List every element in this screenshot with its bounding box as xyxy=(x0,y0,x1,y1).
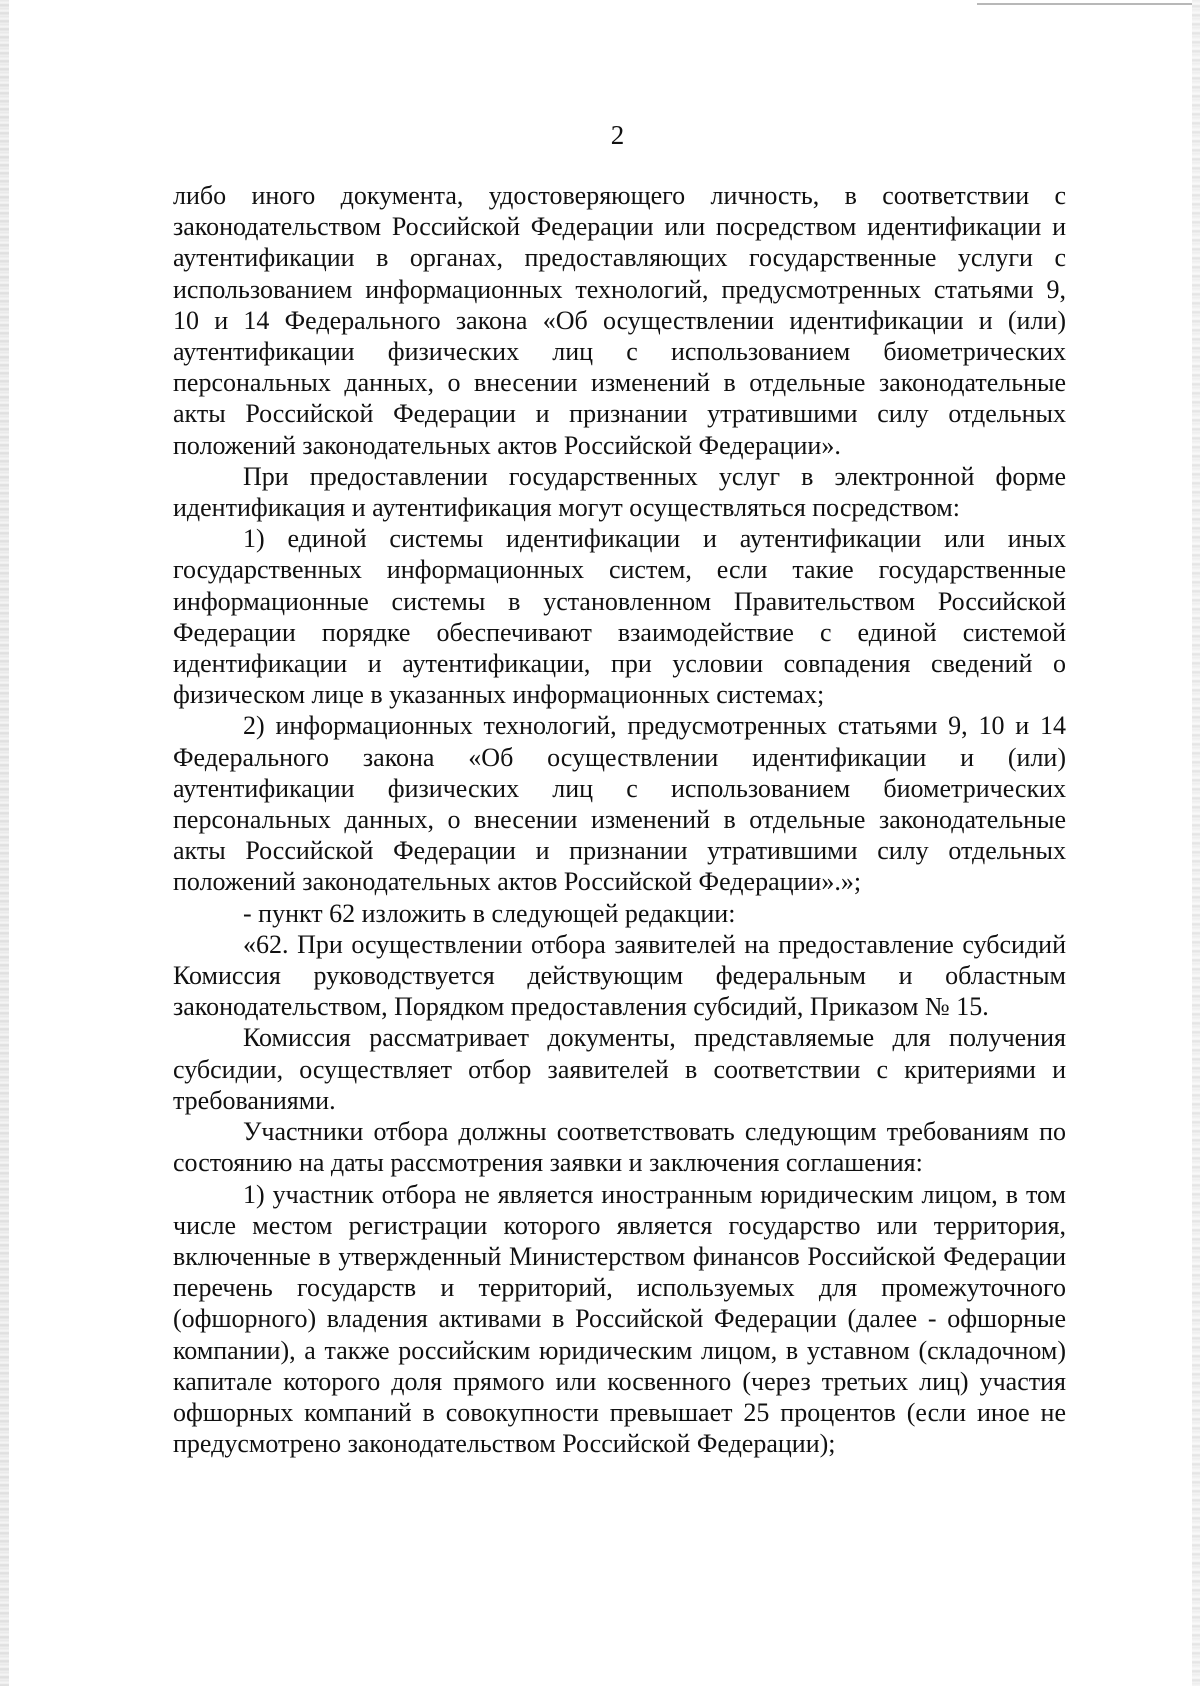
list-item-offshore-requirement: 1) участник отбора не является иностранным юридическим лицом, в том числе местом регистрации которого является государство или территория, включенные в утвержденный Министерством финансов Российской Федерации перечень государств и территорий, используемых для промежуточного (офшорного) владения активами в Российской Федерации (далее - офшорные компании), а также российским юридическим лицом, в уставном (складочном) капитале которого доля прямого или косвенного (через третьих лиц) участия офшорных компаний в совокупности превышает 25 процентов (если иное не предусмотрено законодательством Российской Федерации); xyxy=(173,1179,1066,1459)
scan-edge-left xyxy=(0,0,9,1686)
page-number: 2 xyxy=(610,120,625,150)
paragraph-clause-62-amendment: - пункт 62 изложить в следующей редакции: xyxy=(243,898,736,928)
paragraph-commission-review: Комиссия рассматривает документы, представляемые для получения субсидии, осуществляет отбор заявителей в соответствии с критериями и требованиями. xyxy=(173,1023,1066,1115)
paragraph-clause-62: «62. При осуществлении отбора заявителей на предоставление субсидий Комиссия руководствуется действующим федеральным и областным законодательством, Порядком предоставления субсидий, Приказом № 15. xyxy=(173,929,1066,1022)
document-body xyxy=(173,180,1066,1459)
list-item-information-technologies: 2) информационных технологий, предусмотренных статьями 9, 10 и 14 Федерального закона «Об осуществлении идентификации и (или) аутентификации физических лиц с использованием биометрических персональных данных, о внесении изменений в отдельные законодательные акты Российской Федерации и признании утратившими силу отдельных положений законодательных актов Российской Федерации».»; xyxy=(173,711,1066,897)
paragraph-identification-intro: При предоставлении государственных услуг в электронной форме идентификация и аутентификация могут осуществляться посредством: xyxy=(173,461,1066,523)
paragraph-continuation: либо иного документа, удостоверяющего личность, в соответствии с законодательством Российской Федерации или посредством идентификации и аутентификации в органах, предоставляющих государственные услуги с использованием информационных технологий, предусмотренных статьями 9, 10 и 14 Федерального закона «Об осуществлении идентификации и (или) аутентификации физических лиц с использованием биометрических персональных данных, о внесении изменений в отдельные законодательные акты Российской Федерации и признании утратившими силу отдельных положений законодательных актов Российской Федерации». xyxy=(173,181,1066,460)
list-item-unified-system: 1) единой системы идентификации и аутентификации или иных государственных информационных систем, если такие государственные информационные системы в установленном Правительством Российской Федерации порядке обеспечивают взаимодействие с единой системой идентификации и аутентификации, при условии совпадения сведений о физическом лице в указанных информационных системах; xyxy=(173,524,1066,710)
paragraph-participant-requirements: Участники отбора должны соответствовать следующим требованиям по состоянию на даты рассмотрения заявки и заключения соглашения: xyxy=(173,1117,1066,1178)
scan-artifact-line xyxy=(977,3,1192,5)
scan-edge-right xyxy=(1192,0,1200,1686)
